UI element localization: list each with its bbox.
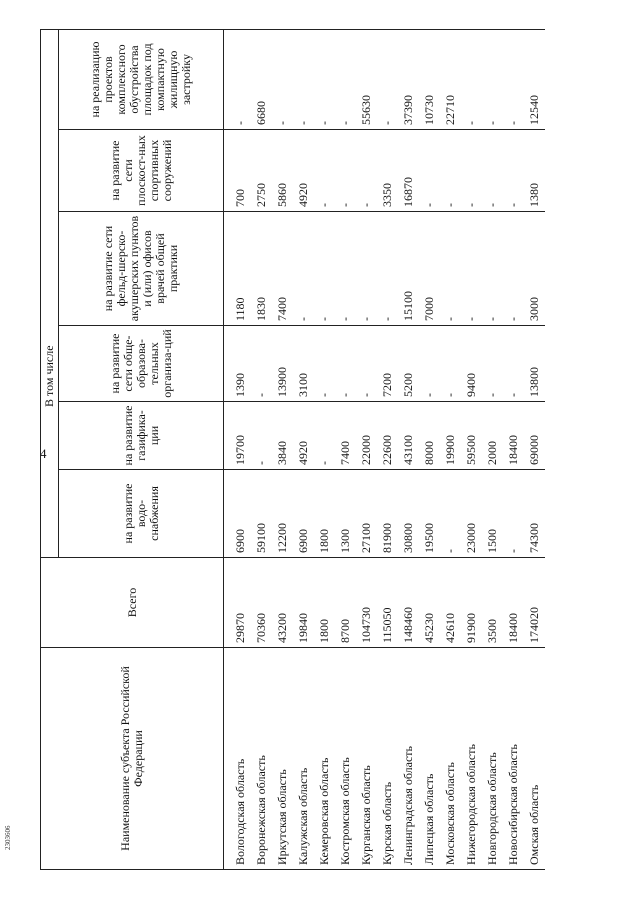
table-row <box>419 29 440 869</box>
cell-clinics: - <box>440 212 461 326</box>
table-row <box>356 29 377 869</box>
cell-total: 29870 <box>230 558 251 648</box>
cell-sports: - <box>461 130 482 212</box>
cell-region: Костромская область <box>335 648 356 870</box>
cell-region: Ленинградская область <box>398 648 419 870</box>
header-region: Наименование субъекта Российской Федерации <box>41 648 224 870</box>
cell-water: 1800 <box>314 470 335 558</box>
cell-water: 81900 <box>377 470 398 558</box>
header-sports: на развитие сети плоскост-ных спортивных сооружений <box>59 130 224 212</box>
cell-total: 19840 <box>293 558 314 648</box>
cell-complex: 37390 <box>398 29 419 129</box>
cell-region: Калужская область <box>293 648 314 870</box>
cell-sports: - <box>356 130 377 212</box>
cell-clinics: - <box>314 212 335 326</box>
cell-gas: 43100 <box>398 402 419 470</box>
cell-sports: 5860 <box>272 130 293 212</box>
cell-total: 42610 <box>440 558 461 648</box>
cell-schools: - <box>503 326 524 402</box>
cell-gas: 22600 <box>377 402 398 470</box>
document-code: 2303606 <box>4 825 12 850</box>
header-complex: на реализацию проектов комплексного обустройства площадок под компактную жилищную застройку <box>59 29 224 129</box>
cell-region: Кемеровская область <box>314 648 335 870</box>
cell-clinics: 1830 <box>251 212 272 326</box>
cell-total: 8700 <box>335 558 356 648</box>
cell-gas: 59500 <box>461 402 482 470</box>
cell-complex: 10730 <box>419 29 440 129</box>
cell-clinics: 1180 <box>230 212 251 326</box>
table-row <box>251 29 272 869</box>
cell-gas: 7400 <box>335 402 356 470</box>
cell-schools: 7200 <box>377 326 398 402</box>
cell-clinics: - <box>356 212 377 326</box>
cell-gas: 22000 <box>356 402 377 470</box>
cell-sports: - <box>503 130 524 212</box>
cell-schools: 3100 <box>293 326 314 402</box>
cell-water: - <box>503 470 524 558</box>
cell-total: 18400 <box>503 558 524 648</box>
table-row <box>293 29 314 869</box>
cell-region: Новосибирская область <box>503 648 524 870</box>
cell-gas: - <box>251 402 272 470</box>
table-body <box>224 29 546 869</box>
cell-region: Курганская область <box>356 648 377 870</box>
table-row <box>482 29 503 869</box>
cell-sports: 1380 <box>524 130 545 212</box>
cell-water: - <box>440 470 461 558</box>
cell-schools: - <box>482 326 503 402</box>
table-row <box>503 29 524 869</box>
cell-clinics: 15100 <box>398 212 419 326</box>
cell-schools: 13900 <box>272 326 293 402</box>
cell-complex: - <box>482 29 503 129</box>
cell-complex: - <box>272 29 293 129</box>
header-total: Всего <box>41 558 224 648</box>
header-gas: на развитие газифика-ции <box>59 402 224 470</box>
cell-total: 104730 <box>356 558 377 648</box>
cell-total: 148460 <box>398 558 419 648</box>
cell-sports: - <box>335 130 356 212</box>
cell-water: 1500 <box>482 470 503 558</box>
cell-total: 45230 <box>419 558 440 648</box>
cell-clinics: - <box>503 212 524 326</box>
cell-total: 43200 <box>272 558 293 648</box>
cell-sports: - <box>314 130 335 212</box>
cell-clinics: - <box>461 212 482 326</box>
cell-sports: - <box>440 130 461 212</box>
cell-schools: - <box>314 326 335 402</box>
cell-total: 70360 <box>251 558 272 648</box>
cell-water: 30800 <box>398 470 419 558</box>
cell-region: Иркутская область <box>272 648 293 870</box>
cell-schools: 13800 <box>524 326 545 402</box>
cell-region: Нижегородская область <box>461 648 482 870</box>
cell-complex: 22710 <box>440 29 461 129</box>
cell-region: Воронежская область <box>251 648 272 870</box>
cell-complex: - <box>230 29 251 129</box>
table-header <box>41 29 224 869</box>
cell-gas: 2000 <box>482 402 503 470</box>
cell-total: 3500 <box>482 558 503 648</box>
cell-gas: 8000 <box>419 402 440 470</box>
header-clinics: на развитие сети фельд-шерско-акушерских пунктов и (или) офисов врачей общей практики <box>59 212 224 326</box>
cell-schools: 1390 <box>230 326 251 402</box>
cell-clinics: 7000 <box>419 212 440 326</box>
cell-water: 74300 <box>524 470 545 558</box>
cell-complex: - <box>503 29 524 129</box>
cell-clinics: - <box>377 212 398 326</box>
cell-clinics: - <box>482 212 503 326</box>
cell-complex: 12540 <box>524 29 545 129</box>
cell-region: Московская область <box>440 648 461 870</box>
cell-gas: 69000 <box>524 402 545 470</box>
cell-complex: - <box>335 29 356 129</box>
cell-schools: 9400 <box>461 326 482 402</box>
cell-complex: - <box>293 29 314 129</box>
cell-total: 174020 <box>524 558 545 648</box>
cell-water: 1300 <box>335 470 356 558</box>
header-schools: на развитие сети обще-образова-тельных организа-ций <box>59 326 224 402</box>
cell-gas: 4920 <box>293 402 314 470</box>
cell-sports: 16870 <box>398 130 419 212</box>
cell-water: 59100 <box>251 470 272 558</box>
cell-total: 91900 <box>461 558 482 648</box>
cell-schools: 5200 <box>398 326 419 402</box>
cell-schools: - <box>440 326 461 402</box>
table-row <box>314 29 335 869</box>
cell-region: Курская область <box>377 648 398 870</box>
cell-schools: - <box>419 326 440 402</box>
cell-water: 19500 <box>419 470 440 558</box>
cell-sports: 2750 <box>251 130 272 212</box>
cell-region: Новгородская область <box>482 648 503 870</box>
page-number: 4 <box>40 446 47 461</box>
table-row <box>398 29 419 869</box>
cell-total: 115050 <box>377 558 398 648</box>
cell-sports: 3350 <box>377 130 398 212</box>
table-row <box>377 29 398 869</box>
cell-gas: - <box>314 402 335 470</box>
cell-complex: 55630 <box>356 29 377 129</box>
cell-water: 27100 <box>356 470 377 558</box>
cell-sports: - <box>482 130 503 212</box>
cell-region: Вологодская область <box>230 648 251 870</box>
header-water: на развитие водо-снабжения <box>59 470 224 558</box>
cell-region: Липецкая область <box>419 648 440 870</box>
cell-clinics: 3000 <box>524 212 545 326</box>
cell-gas: 19700 <box>230 402 251 470</box>
cell-complex: 6680 <box>251 29 272 129</box>
table-row <box>230 29 251 869</box>
table-row <box>335 29 356 869</box>
cell-schools: - <box>251 326 272 402</box>
table-row <box>272 29 293 869</box>
cell-clinics: 7400 <box>272 212 293 326</box>
table-row <box>461 29 482 869</box>
cell-gas: 19900 <box>440 402 461 470</box>
cell-water: 23000 <box>461 470 482 558</box>
cell-sports: 4920 <box>293 130 314 212</box>
cell-water: 12200 <box>272 470 293 558</box>
table-row <box>524 29 545 869</box>
cell-clinics: - <box>335 212 356 326</box>
cell-water: 6900 <box>230 470 251 558</box>
cell-schools: - <box>335 326 356 402</box>
cell-sports: - <box>419 130 440 212</box>
cell-water: 6900 <box>293 470 314 558</box>
cell-gas: 18400 <box>503 402 524 470</box>
cell-sports: 700 <box>230 130 251 212</box>
cell-complex: - <box>461 29 482 129</box>
cell-gas: 3840 <box>272 402 293 470</box>
cell-complex: - <box>377 29 398 129</box>
header-group: В том числе <box>41 29 59 557</box>
rotated-table-container <box>40 30 610 870</box>
cell-total: 1800 <box>314 558 335 648</box>
cell-schools: - <box>356 326 377 402</box>
table-row <box>440 29 461 869</box>
cell-complex: - <box>314 29 335 129</box>
cell-clinics: - <box>293 212 314 326</box>
cell-region: Омская область <box>524 648 545 870</box>
subsidy-table <box>40 29 545 870</box>
